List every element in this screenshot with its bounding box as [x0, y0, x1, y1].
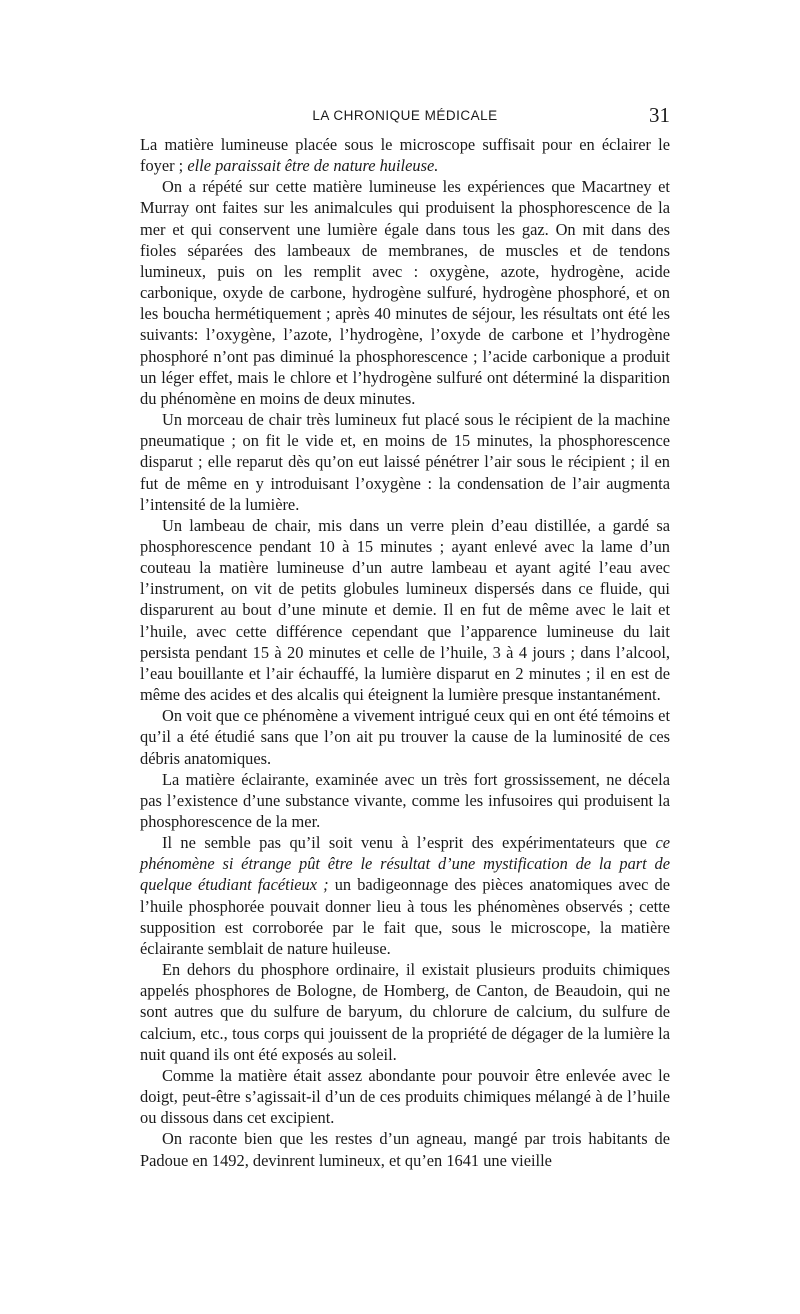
text-run: Un morceau de chair très lumineux fut placé sous le récipient de la machine pneumatique ; on fit le vide et, en moins de 15 minutes, la phosphorescence disparut ; elle reparut dès qu’on eut laissé pénétrer l’air sous le récipient ; il en fut de même en y introduisant l’oxygène : la condensation de l’air augmenta l’intensité de la lumière. — [140, 410, 670, 514]
text-run: On voit que ce phénomène a vivement intrigué ceux qui en ont été témoins et qu’il a été étudié sans que l’on ait pu trouver la cause de la luminosité de ces débris anatomiques. — [140, 706, 670, 768]
body-text — [140, 134, 670, 1171]
italic-run: ce phénomène si étrange pût être le résultat d’une mystification de la part de quelque étudiant facétieux ; — [140, 833, 670, 895]
text-run: un badigeonnage des pièces anatomiques avec de l’huile phosphorée pouvait donner lieu à tous les phénomènes observés ; cette supposition est corroborée par le fait que, sous le microscope, la matière éclairante semblait de nature huileuse. — [140, 875, 670, 958]
text-run: Un lambeau de chair, mis dans un verre plein d’eau distillée, a gardé sa phosphorescence pendant 10 à 15 minutes ; ayant enlevé avec la lame d’un couteau la matière lumineuse d’un autre lambeau et ayant agité l’eau avec l’instrument, on vit de petits globules lumineux dispersés dans ce fluide, qui disparurent au bout d’une minute et demie. Il en fut de même avec le lait et l’huile, avec cette différence cependant que l’apparence lumineuse du lait persista pendant 15 à 20 minutes et celle de l’huile, 3 à 4 jours ; dans l’alcool, l’eau bouillante et l’air échauffé, la lumière disparut en 2 minutes ; il en est de même des acides et des alcalis qui éteignent la lumière presque instantanément. — [140, 515, 670, 705]
text-run: Il ne semble pas qu’il soit venu à l’esprit des expérimentateurs que — [162, 833, 656, 853]
italic-run: elle paraissait être de nature huileuse. — [187, 156, 439, 176]
paragraph — [140, 832, 670, 959]
paragraph — [140, 959, 670, 1065]
paragraph — [140, 409, 670, 515]
paragraph — [140, 1065, 670, 1128]
text-run: La matière lumineuse placée sous le microscope suffisait pour en éclairer le foyer ; — [140, 135, 670, 176]
text-run: Comme la matière était assez abondante pour pouvoir être enlevée avec le doigt, peut-être s’agissait-il d’un de ces produits chimiques mélangé à de l’huile ou dissous dans cet excipient. — [140, 1065, 670, 1128]
running-title: LA CHRONIQUE MÉDICALE — [312, 108, 498, 123]
page-number: 31 — [649, 103, 670, 127]
running-head — [140, 104, 670, 130]
paragraph — [140, 1128, 670, 1170]
paragraph — [140, 769, 670, 832]
paragraph — [140, 515, 670, 705]
paragraph — [140, 705, 670, 768]
text-run: On a répété sur cette matière lumineuse les expériences que Macartney et Murray ont faites sur les animalcules qui produisent la phosphorescence de la mer et qui conservent une lumière égale dans tous les gaz. On mit dans des fioles séparées des lambeaux de membranes, de muscles et de tendons lumineux, puis on les remplit avec : oxygène, azote, hydrogène, acide carbonique, oxyde de carbone, hydrogène sulfuré, hydrogène phosphoré, et on les boucha hermétiquement ; après 40 minutes de séjour, les résultats ont été les suivants: l’oxygène, l’azote, l’hydrogène, l’oxyde de carbone et l’hydrogène phosphoré n’ont pas diminué la phosphorescence ; l’acide carbonique a produit un léger effet, mais le chlore et l’hydrogène sulfuré ont déterminé la disparition du phénomène en moins de deux minutes. — [140, 177, 670, 408]
text-run: La matière éclairante, examinée avec un très fort grossissement, ne décela pas l’existence d’une substance vivante, comme les infusoires qui produisent la phosphorescence de la mer. — [140, 769, 670, 831]
book-page — [140, 104, 670, 1171]
text-run: On raconte bien que les restes d’un agneau, mangé par trois habitants de Padoue en 1492, devinrent lumineux, et qu’en 1641 une vieille — [140, 1129, 670, 1170]
text-run: En dehors du phosphore ordinaire, il existait plusieurs produits chimiques appelés phosphores de Bologne, de Homberg, de Canton, de Beaudoin, qui ne sont autres que du sulfure de baryum, du chlorure de calcium, du sulfure de calcium, etc., tous corps qui jouissent de la propriété de dégager de la lumière la nuit quand ils ont été exposés au soleil. — [140, 960, 670, 1064]
paragraph — [140, 134, 670, 176]
paragraph — [140, 176, 670, 409]
